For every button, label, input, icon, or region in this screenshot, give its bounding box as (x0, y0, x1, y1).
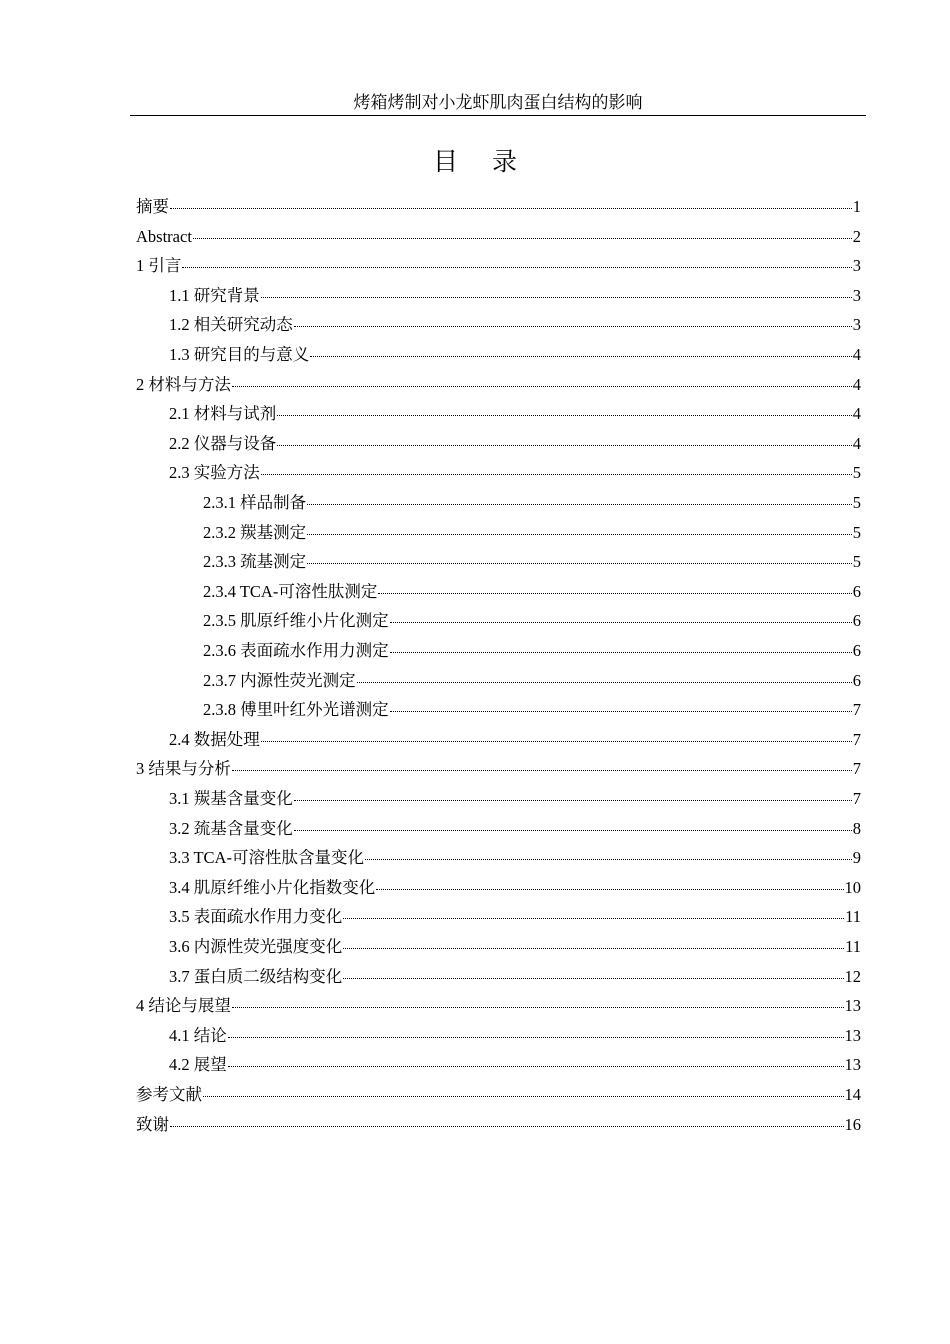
dot-leader (307, 534, 852, 535)
toc-entry-label: 3.1 羰基含量变化 (169, 789, 293, 808)
toc-entry[interactable] (169, 934, 861, 960)
toc-entry[interactable] (169, 460, 861, 486)
dot-leader (376, 889, 843, 890)
toc-entry-page-number: 5 (852, 493, 861, 512)
toc-entry-label: 1.2 相关研究动态 (169, 315, 293, 335)
toc-entry[interactable] (203, 608, 861, 634)
dot-leader (294, 830, 852, 831)
toc-entry-label: 3.3 TCA-可溶性肽含量变化 (169, 848, 364, 868)
toc-entry-page-number: 4 (852, 433, 861, 453)
toc-entry-page-number: 6 (852, 581, 861, 601)
toc-entry[interactable] (169, 727, 861, 753)
toc-entry-label: 3.5 表面疏水作用力变化 (169, 907, 343, 927)
toc-entry-page-number: 14 (844, 1085, 861, 1104)
toc-entry[interactable] (136, 253, 861, 279)
toc-entry-label: 2.3.1 样品制备 (203, 493, 307, 512)
dot-leader (193, 238, 852, 239)
toc-entry-page-number: 1 (852, 197, 861, 216)
toc-entry-label: 2.3.6 表面疏水作用力测定 (203, 641, 389, 660)
toc-entry[interactable] (169, 964, 861, 990)
toc-entry-page-number: 4 (852, 345, 861, 364)
toc-entry[interactable] (136, 224, 861, 250)
toc-entry-page-number: 6 (852, 611, 861, 631)
toc-entry[interactable] (203, 579, 861, 605)
header-rule (130, 115, 866, 116)
toc-entry-page-number: 6 (852, 670, 861, 690)
toc-entry-label: 1.3 研究目的与意义 (169, 345, 310, 364)
toc-entry[interactable] (203, 490, 861, 516)
toc-entry[interactable] (203, 638, 861, 664)
toc-entry-page-number: 5 (852, 522, 861, 542)
toc-entry[interactable] (136, 194, 861, 220)
toc-entry-page-number: 7 (852, 759, 861, 779)
toc-entry-page-number: 13 (844, 1025, 861, 1045)
dot-leader (294, 326, 852, 327)
toc-entry-label: 2.3.5 肌原纤维小片化测定 (203, 611, 389, 631)
dot-leader (261, 297, 852, 298)
toc-entry-page-number: 5 (852, 463, 861, 483)
toc-entry[interactable] (203, 520, 861, 546)
toc-entry[interactable] (169, 1023, 861, 1049)
toc-entry-page-number: 4 (852, 374, 861, 394)
toc-entry-page-number: 7 (852, 789, 861, 808)
dot-leader (357, 682, 852, 683)
toc-entry[interactable] (169, 875, 861, 901)
dot-leader (182, 267, 851, 268)
dot-leader (277, 415, 852, 416)
dot-leader (228, 1037, 844, 1038)
dot-leader (343, 918, 844, 919)
toc-entry-label: 2.3 实验方法 (169, 463, 260, 483)
toc-entry[interactable] (169, 283, 861, 309)
toc-entry[interactable] (136, 1082, 861, 1108)
toc-entry-label: 1 引言 (136, 256, 182, 276)
toc-entry-page-number: 3 (852, 256, 861, 276)
toc-entry-label: 摘要 (136, 197, 169, 216)
dot-leader (170, 208, 852, 209)
toc-entry-label: 3.2 巯基含量变化 (169, 818, 293, 838)
toc-entry-label: 2.3.3 巯基测定 (203, 552, 307, 572)
toc-entry-label: 3.7 蛋白质二级结构变化 (169, 966, 343, 986)
toc-title: 目录 (432, 149, 551, 176)
toc-entry[interactable] (169, 401, 861, 427)
toc-entry-page-number: 4 (852, 404, 861, 424)
toc-entry-page-number: 11 (845, 907, 861, 927)
toc-entry[interactable] (136, 1112, 861, 1138)
dot-leader (228, 1066, 844, 1067)
dot-leader (232, 386, 852, 387)
dot-leader (294, 800, 852, 801)
dot-leader (310, 356, 852, 357)
toc-entry[interactable] (136, 372, 861, 398)
toc-entry-label: 2.3.7 内源性荧光测定 (203, 670, 356, 690)
dot-leader (203, 1096, 844, 1097)
dot-leader (390, 622, 852, 623)
toc-entry-page-number: 11 (845, 937, 861, 956)
toc-entry[interactable] (169, 342, 861, 368)
toc-entry-page-number: 13 (844, 1055, 861, 1075)
toc-entry[interactable] (136, 993, 861, 1019)
dot-leader (232, 1007, 844, 1008)
toc-entry-label: 3.6 内源性荧光强度变化 (169, 937, 343, 956)
dot-leader (390, 652, 852, 653)
toc-entry[interactable] (203, 549, 861, 575)
toc-entry-label: 2.3.2 羰基测定 (203, 522, 307, 542)
toc-entry-page-number: 6 (852, 641, 861, 660)
toc-entry-label: Abstract (136, 226, 192, 246)
toc-entry-page-number: 7 (852, 729, 861, 749)
toc-entry[interactable] (169, 312, 861, 338)
toc-entry-page-number: 12 (844, 966, 861, 986)
toc-entry-label: 3.4 肌原纤维小片化指数变化 (169, 877, 376, 897)
toc-entry-page-number: 10 (844, 877, 861, 897)
toc-entry-label: 2.4 数据处理 (169, 729, 260, 749)
toc-entry-label: 2.2 仪器与设备 (169, 433, 277, 453)
toc-entry-label: 3 结果与分析 (136, 759, 231, 779)
toc-entry[interactable] (169, 845, 861, 871)
toc-entry[interactable] (169, 431, 861, 457)
toc-entry[interactable] (169, 816, 861, 842)
toc-entry[interactable] (136, 756, 861, 782)
dot-leader (307, 504, 852, 505)
toc-entry-label: 2.3.8 傅里叶红外光谱测定 (203, 700, 389, 720)
toc-entry-label: 2 材料与方法 (136, 374, 231, 394)
dot-leader (343, 978, 843, 979)
dot-leader (365, 859, 852, 860)
toc-entry-label: 2.1 材料与试剂 (169, 404, 277, 424)
toc-entry-label: 4.1 结论 (169, 1025, 227, 1045)
toc-entry-page-number: 13 (844, 996, 861, 1016)
toc-entry-page-number: 3 (852, 315, 861, 335)
dot-leader (261, 741, 852, 742)
toc-entry-page-number: 8 (852, 818, 861, 838)
dot-leader (277, 445, 852, 446)
toc-entry-label: 4.2 展望 (169, 1055, 227, 1075)
toc-entry-page-number: 16 (844, 1114, 861, 1134)
toc-entry-page-number: 7 (852, 700, 861, 720)
dot-leader (261, 474, 852, 475)
toc-entry[interactable] (203, 697, 861, 723)
toc-entry[interactable] (169, 1052, 861, 1078)
toc-entry[interactable] (203, 668, 861, 694)
toc-entry[interactable] (169, 786, 861, 812)
toc-entry-page-number: 3 (852, 285, 861, 305)
dot-leader (232, 770, 852, 771)
dot-leader (170, 1126, 844, 1127)
toc-entry-label: 参考文献 (136, 1085, 202, 1104)
dot-leader (378, 593, 851, 594)
toc-entry-label: 1.1 研究背景 (169, 285, 260, 305)
toc-entry-page-number: 5 (852, 552, 861, 572)
toc-entry-page-number: 9 (852, 848, 861, 868)
running-header: 烤箱烤制对小龙虾肌肉蛋白结构的影响 (353, 93, 643, 112)
dot-leader (307, 563, 852, 564)
toc-entry-label: 4 结论与展望 (136, 996, 231, 1016)
toc-entry-label: 致谢 (136, 1114, 169, 1134)
dot-leader (390, 711, 852, 712)
toc-entry-page-number: 2 (852, 226, 861, 246)
dot-leader (343, 948, 844, 949)
toc-entry-label: 2.3.4 TCA-可溶性肽测定 (203, 581, 378, 601)
toc-entry[interactable] (169, 904, 861, 930)
